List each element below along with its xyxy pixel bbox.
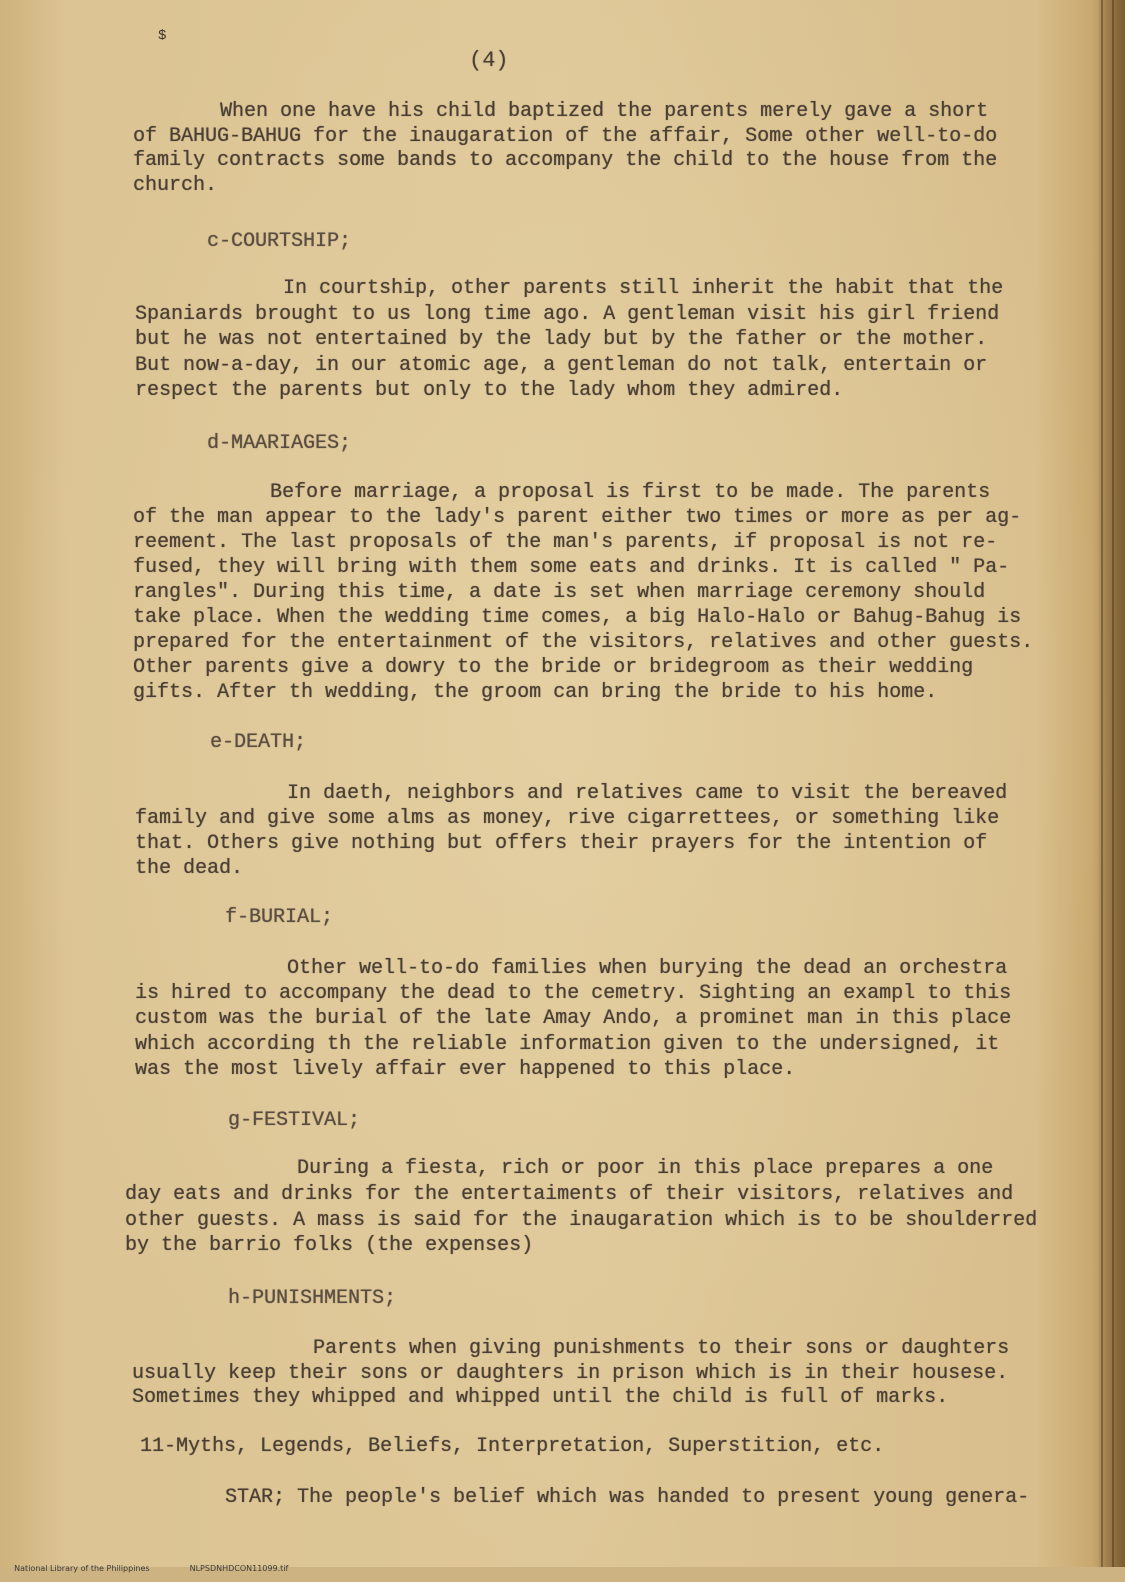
heading-death: e-DEATH; bbox=[210, 731, 307, 754]
text-line: prepared for the entertainment of the visitors, relatives and other guests. bbox=[133, 631, 1034, 654]
text-line: but he was not entertained by the lady but by the father or the mother. bbox=[135, 328, 988, 351]
text-line: rangles". During this time, a date is set when marriage ceremony should bbox=[133, 581, 986, 604]
courtship-paragraph bbox=[135, 276, 1003, 404]
festival-paragraph bbox=[125, 1156, 1037, 1259]
text-line: other guests. A mass is said for the inaugaration which is to be shoulderred bbox=[125, 1208, 1038, 1232]
binding-line bbox=[1112, 0, 1114, 1567]
text-line: family contracts some bands to accompany the child to the house from the bbox=[133, 149, 998, 173]
text-line: which according th the reliable information given to the undersigned, it bbox=[135, 1032, 1000, 1056]
text-line: take place. When the wedding time comes, a big Halo-Halo or Bahug-Bahug is bbox=[133, 606, 1022, 629]
text-line: day eats and drinks for the entertaiments of their visitors, relatives and bbox=[125, 1182, 1014, 1206]
text-line: gifts. After th wedding, the groom can bring the bride to his home. bbox=[133, 681, 938, 704]
text-line: of the man appear to the lady's parent either two times or more as per ag- bbox=[133, 506, 1022, 529]
heading-punishments: h-PUNISHMENTS; bbox=[228, 1287, 397, 1310]
star-line: STAR; The people's belief which was handed to present young genera- bbox=[225, 1486, 1030, 1509]
text-line: But now-a-day, in our atomic age, a gentleman do not talk, entertain or bbox=[135, 353, 988, 377]
text-line: In daeth, neighbors and relatives came to visit the bereaved bbox=[287, 782, 1008, 805]
text-line: is hired to accompany the dead to the cemetry. Sighting an exampl to this bbox=[135, 982, 1012, 1006]
death-paragraph bbox=[135, 781, 1007, 881]
text-line: Other well-to-do families when burying the dead an orchestra bbox=[287, 957, 1008, 980]
text-line: was the most lively affair ever happened to this place. bbox=[135, 1057, 796, 1081]
page-number: (4) bbox=[469, 48, 509, 73]
text-line: Other parents give a dowry to the bride or bridegroom as their wedding bbox=[133, 656, 974, 679]
text-line: that. Others give nothing but offers their prayers for the intention of bbox=[135, 832, 988, 855]
text-line: Spaniards brought to us long time ago. A gentleman visit his girl friend bbox=[135, 302, 1000, 326]
text-line: church. bbox=[133, 174, 218, 198]
text-line: Sometimes they whipped and whipped until the child is full of marks. bbox=[132, 1386, 949, 1409]
heading-courtship: c-COURTSHIP; bbox=[207, 230, 352, 253]
text-line: During a fiesta, rich or poor in this place prepares a one bbox=[297, 1157, 994, 1180]
text-line: In courtship, other parents still inherit the habit that the bbox=[283, 277, 1004, 300]
marriages-paragraph bbox=[133, 480, 1033, 705]
punishments-paragraph bbox=[132, 1337, 1009, 1411]
text-line: of BAHUG-BAHUG for the inaugaration of the affair, Some other well-to-do bbox=[133, 124, 998, 148]
text-line: reement. The last proposals of the man's parents, if proposal is not re- bbox=[133, 531, 998, 554]
heading-festival: g-FESTIVAL; bbox=[228, 1109, 361, 1132]
text-line: the dead. bbox=[135, 857, 244, 880]
burial-paragraph bbox=[135, 956, 1011, 1082]
text-line: family and give some alms as money, rive cigarrettees, or something like bbox=[135, 807, 1000, 830]
text-line: respect the parents but only to the lady whom they admired. bbox=[135, 379, 844, 402]
footer-filename: NLPSDNHDCON11099.tif bbox=[189, 1564, 289, 1573]
heading-burial: f-BURIAL; bbox=[225, 906, 334, 929]
text-line: usually keep their sons or daughters in prison which is in their housese. bbox=[132, 1361, 1009, 1385]
text-line: Before marriage, a proposal is first to be made. The parents bbox=[270, 481, 991, 504]
text-line: by the barrio folks (the expenses) bbox=[125, 1234, 534, 1258]
footer-library: National Library of the Philippines bbox=[14, 1564, 150, 1573]
text-line: When one have his child baptized the parents merely gave a short bbox=[220, 100, 989, 123]
heading-marriages: d-MAARIAGES; bbox=[207, 432, 352, 455]
binding-line bbox=[1101, 0, 1103, 1567]
text-line: Parents when giving punishments to their sons or daughters bbox=[313, 1337, 1010, 1360]
text-line: fused, they will bring with them some eats and drinks. It is called " Pa- bbox=[133, 556, 1010, 579]
stray-mark: $ bbox=[158, 28, 167, 44]
intro-paragraph bbox=[133, 100, 997, 199]
text-line: custom was the burial of the late Amay Ando, a prominet man in this place bbox=[135, 1007, 1012, 1031]
item-11-heading: 11-Myths, Legends, Beliefs, Interpretation, Superstition, etc. bbox=[140, 1435, 885, 1458]
scan-footer bbox=[4, 1555, 328, 1582]
